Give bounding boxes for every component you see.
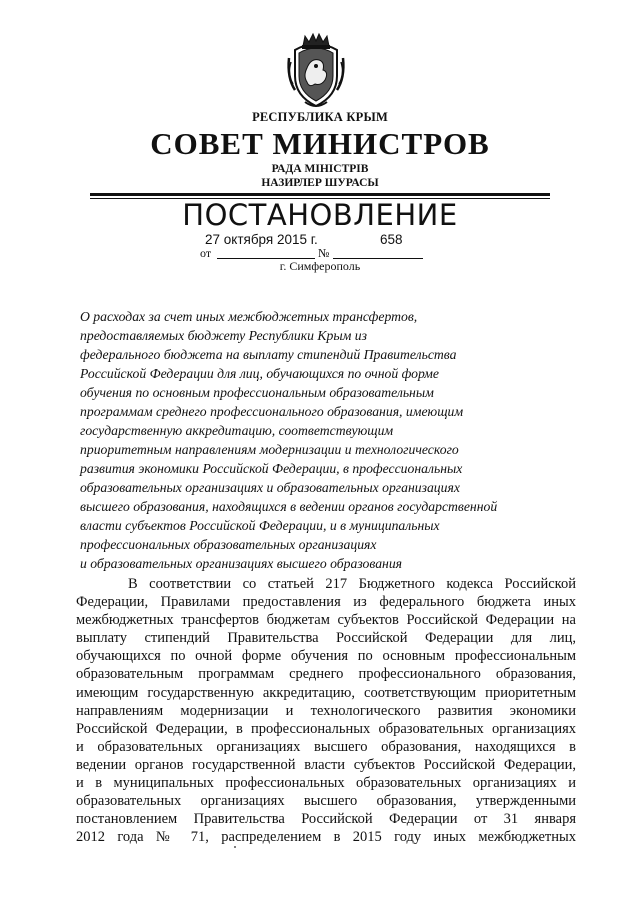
council-title-crimean-tatar: НАЗИРЛЕР ШУРАСЫ — [261, 177, 379, 189]
document-city: г. Симферополь — [279, 259, 361, 273]
date-label: от — [200, 246, 212, 260]
subject-line: государственную аккредитацию, соответствующим — [80, 423, 394, 438]
subject-line: обучения по основным профессиональным образовательным — [80, 385, 434, 400]
header-divider-thick — [90, 193, 550, 196]
body-line: образовательных организациях высшего образования, утвержденными — [76, 793, 576, 810]
subject-line: развития экономики Российской Федерации, в профессиональных — [80, 461, 463, 476]
body-line: направлениям модернизации и технологического развития экономики — [76, 702, 576, 719]
subject-line: власти субъектов Российской Федерации, и в муниципальных — [80, 518, 440, 533]
subject-line: предоставляемых бюджету Республики Крым из — [80, 328, 367, 343]
subject-line: и образовательных организациях высшего образования — [80, 556, 403, 571]
document-number: 658 — [380, 232, 403, 247]
body-line: ведении органов государственной власти субъектов Российской Федерации, — [76, 756, 576, 773]
subject-line: программам среднего профессионального образования, имеющим — [80, 404, 464, 419]
republic-name: РЕСПУБЛИКА КРЫМ — [252, 110, 388, 124]
body-line: В соответствии со статьей 217 Бюджетного кодекса Российской — [128, 576, 576, 592]
subject-line: федерального бюджета на выплату стипендий Правительства — [80, 347, 457, 362]
crimea-coat-of-arms-icon — [285, 28, 347, 110]
council-title-ukrainian: РАДА МІНІСТРІВ — [271, 163, 369, 175]
number-label: № — [318, 246, 330, 260]
subject-line: О расходах за счет иных межбюджетных трансфертов, — [80, 309, 418, 324]
subject-line: образовательных организациях и образовательных организациях — [80, 480, 460, 495]
subject-line: Российской Федерации для лиц, обучающихся по очной форме — [80, 366, 439, 381]
subject-line: профессиональных образовательных организациях — [80, 537, 377, 552]
scan-speck — [234, 846, 236, 848]
body-line: и в муниципальных профессиональных образовательных организациях и — [76, 775, 576, 792]
body-line: Российской Федерации, в профессиональных образовательных организациях — [76, 720, 576, 737]
document-type: ПОСТАНОВЛЕНИЕ — [182, 198, 458, 232]
subject-line: приоритетным направлениям модернизации и технологического — [80, 442, 459, 457]
body-line: Федерации, Правилами предоставления из федерального бюджета иных — [76, 594, 576, 611]
subject-line: высшего образования, находящихся в ведении органов государственной — [80, 499, 498, 514]
body-line: выплату стипендий Правительства Российской Федерации для лиц, — [76, 630, 576, 647]
body-line: межбюджетных трансфертов бюджетам субъектов Российской Федерации на — [76, 612, 576, 629]
body-line: обучающихся по очной форме обучения по основным профессиональным — [76, 648, 576, 665]
document-date: 27 октября 2015 г. — [205, 232, 318, 247]
body-line: образовательным программам среднего профессионального образования, — [76, 666, 576, 683]
body-line: постановлением Правительства Российской Федерации от 31 января — [76, 811, 576, 828]
body-line: имеющим государственную аккредитацию, соответствующим приоритетным — [76, 684, 576, 701]
document-body — [76, 575, 576, 846]
body-line: и образовательных организациях высшего образования, находящихся в — [76, 738, 576, 755]
document-subject — [80, 307, 550, 573]
council-title: СОВЕТ МИНИСТРОВ — [150, 126, 490, 161]
body-line: 2012 года № 71, распределением в 2015 году иных межбюджетных — [76, 829, 576, 846]
